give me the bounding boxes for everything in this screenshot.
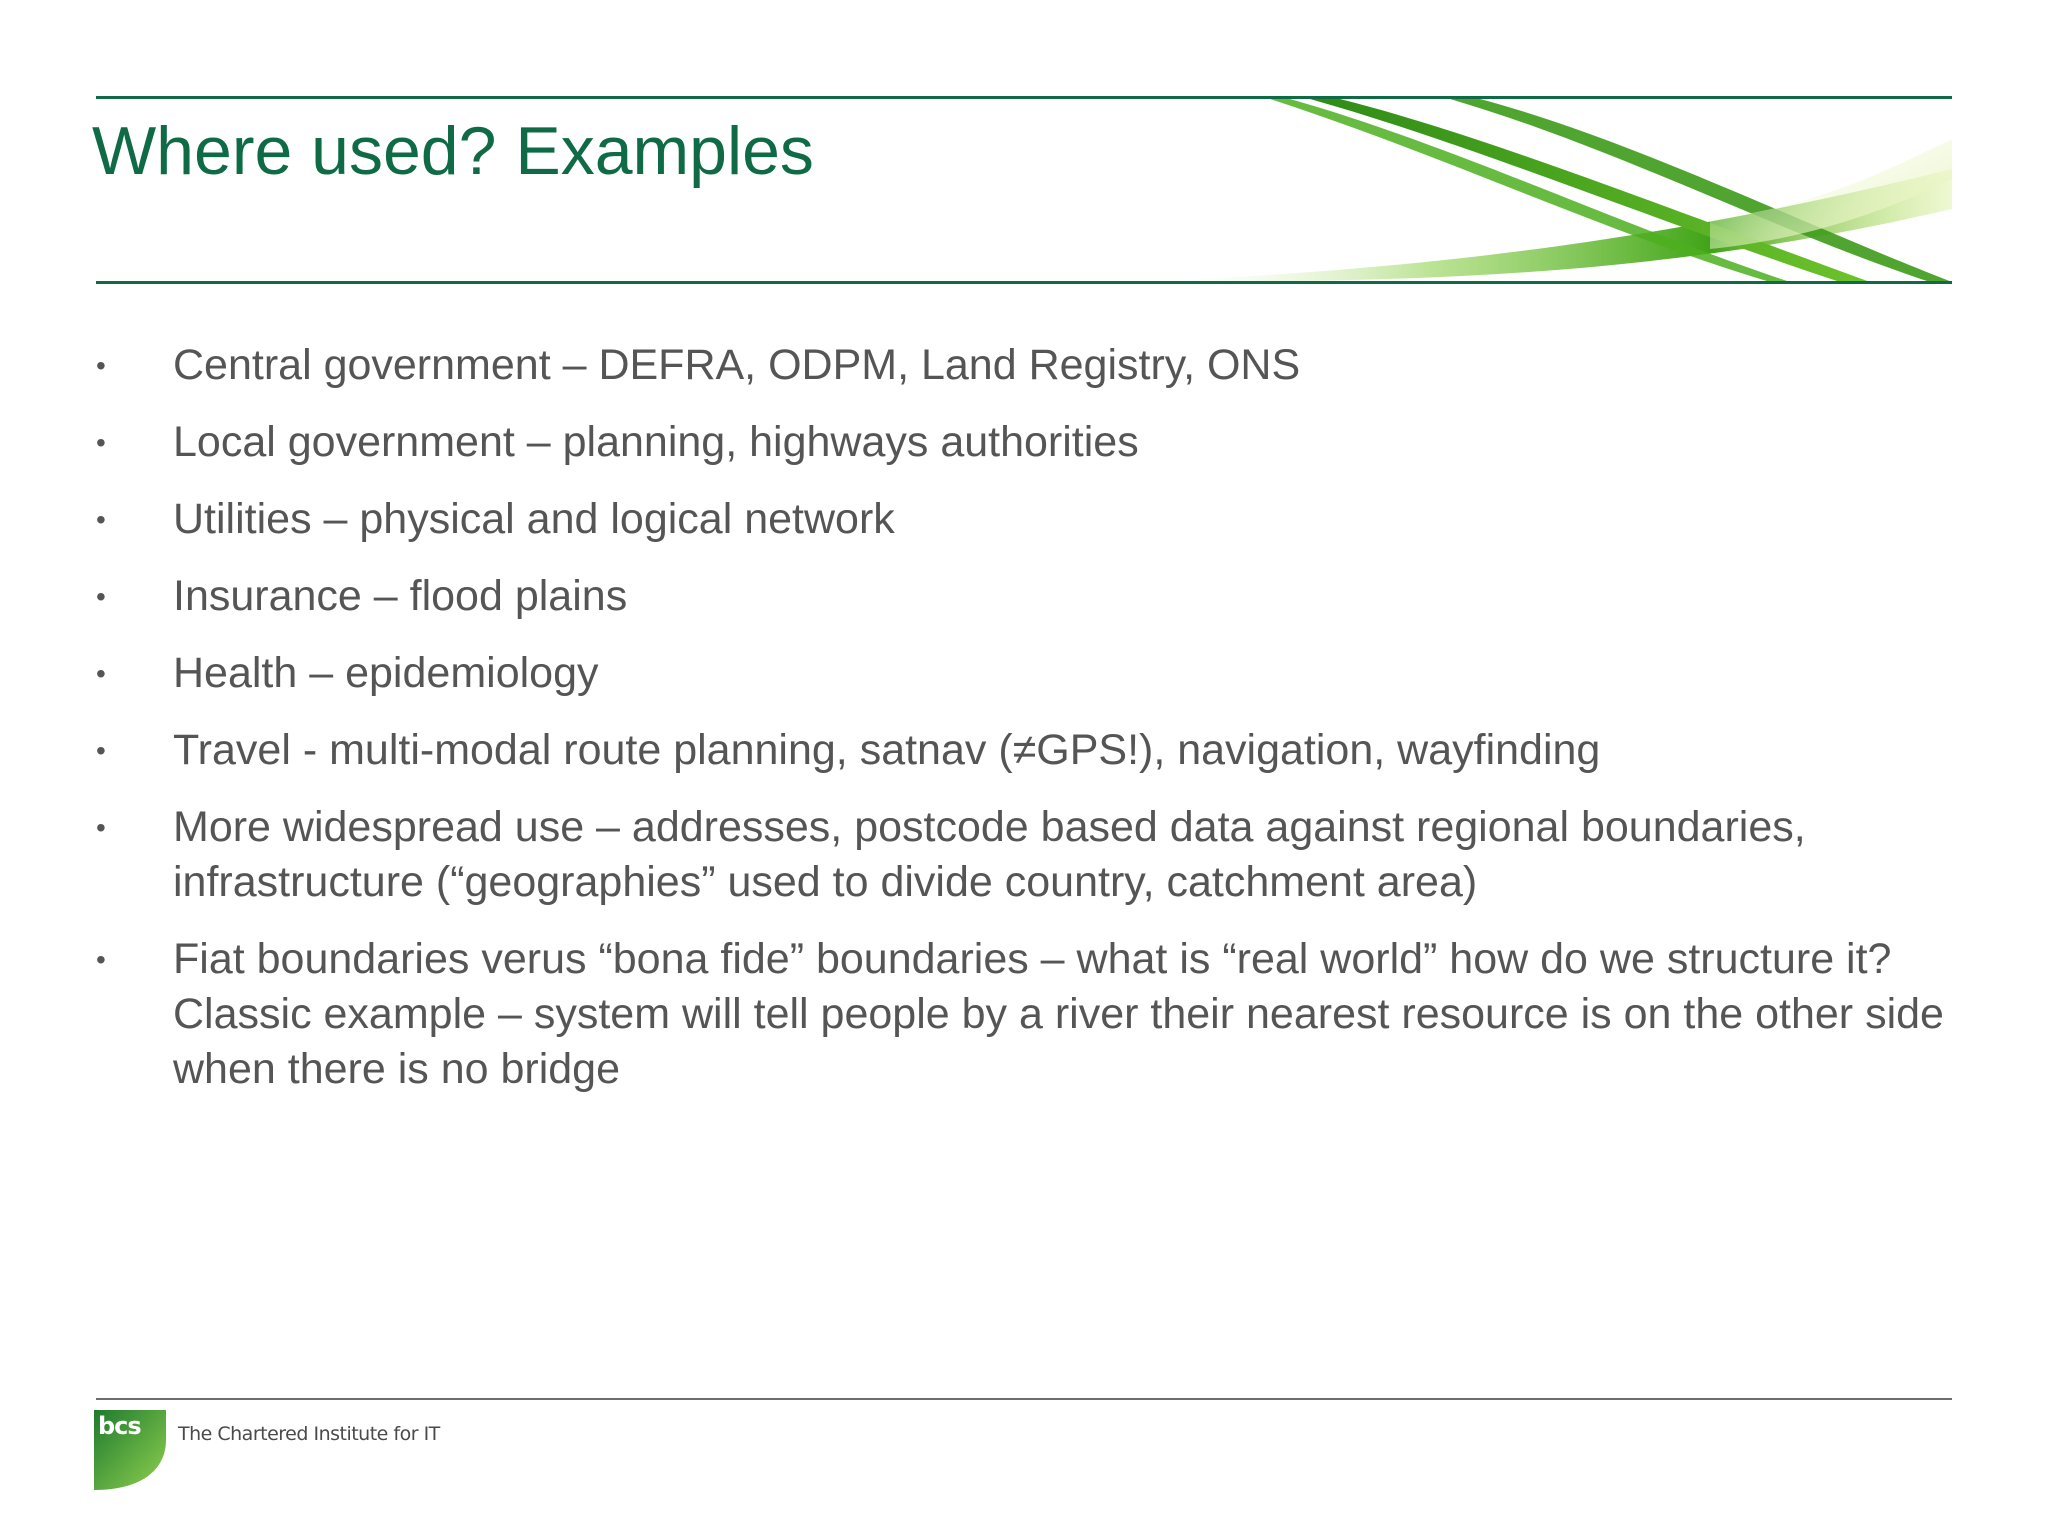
- bcs-logo: [94, 1410, 174, 1490]
- slide-title: Where used? Examples: [92, 113, 814, 189]
- list-item: [96, 492, 1956, 547]
- list-item-text: Health – epidemiology: [173, 649, 599, 697]
- svg-text:bcs: bcs: [98, 1412, 141, 1440]
- bullet-marker: •: [96, 427, 106, 458]
- bullet-marker: •: [96, 735, 106, 766]
- bullet-marker: •: [96, 944, 106, 975]
- list-item-text: Utilities – physical and logical network: [173, 495, 895, 543]
- bullet-marker: •: [96, 812, 106, 843]
- footer-rule: [96, 1398, 1952, 1400]
- list-item: [96, 646, 1956, 701]
- bullet-marker: •: [96, 581, 106, 612]
- list-item: [96, 569, 1956, 624]
- bullet-marker: •: [96, 350, 106, 381]
- bullet-marker: •: [96, 504, 106, 535]
- list-item: [96, 932, 1956, 1097]
- green-swoosh-graphic: [1150, 99, 1952, 282]
- bullet-marker: •: [96, 658, 106, 689]
- list-item-text: Travel - multi-modal route planning, satnav (≠GPS!), navigation, wayfinding: [173, 726, 1601, 774]
- list-item-text: Insurance – flood plains: [173, 572, 628, 620]
- list-item-text: Local government – planning, highways authorities: [173, 418, 1139, 466]
- footer-tagline: The Chartered Institute for IT: [178, 1423, 440, 1445]
- list-item-text: Fiat boundaries verus “bona fide” boundaries – what is “real world” how do we structure it? Classic example – system will tell people by a river their nearest resource is on the other side when there is no bridge: [173, 935, 1944, 1093]
- header-bottom-rule: [96, 281, 1952, 284]
- list-item-text: More widespread use – addresses, postcode based data against regional boundaries, infrastructure (“geographies” used to divide country, catchment area): [173, 803, 1806, 906]
- list-item: [96, 723, 1956, 778]
- bullet-list: [96, 338, 1956, 1119]
- list-item: [96, 800, 1956, 910]
- list-item: [96, 415, 1956, 470]
- list-item: [96, 338, 1956, 393]
- list-item-text: Central government – DEFRA, ODPM, Land Registry, ONS: [173, 341, 1301, 389]
